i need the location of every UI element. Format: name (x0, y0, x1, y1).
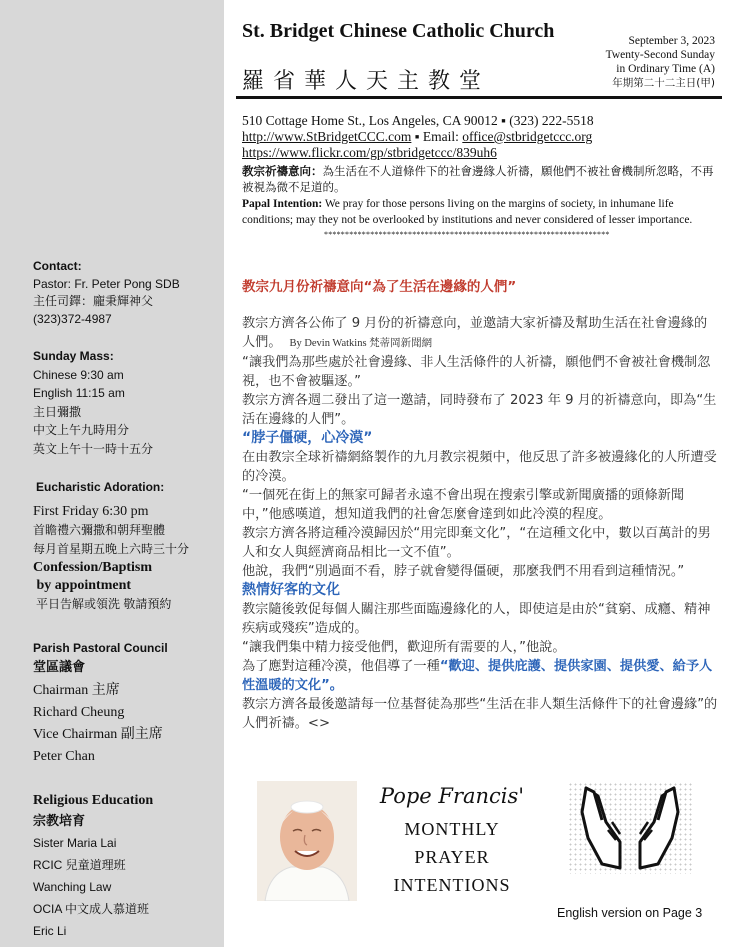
banner-line: INTENTIONS (393, 875, 511, 895)
religious-ed-member: RCIC 兒童道理班 (33, 858, 126, 872)
religious-ed-member: Sister Maria Lai (33, 836, 117, 850)
article-highlight: “歡迎、提供庇護、提供家園、提供愛、給予人性溫暖的文化”。 (242, 659, 713, 693)
contact-heading: Contact: (33, 259, 82, 273)
contact-block (242, 113, 720, 240)
article-paragraph: 教宗方濟各公佈了 9 月份的祈禱意向，並邀請大家祈禱及幫助生活在社會邊緣的人們。 By Devin Watkins 梵蒂岡新聞網 (242, 316, 708, 350)
pastor-zh-line: 主任司鐸：龐秉輝神父 (33, 294, 154, 308)
banner-text (362, 781, 542, 899)
article-paragraph: 為了應對這種冷漠，他倡導了一種“歡迎、提供庇護、提供家園、提供愛、給予人性溫暖的文化”。 (242, 659, 713, 693)
article-paragraph: 教宗隨後敦促每個人關注那些面臨邊緣化的人，即使這是由於“貧窮、成癮、精神疾病或殘疾”造成的。 (242, 602, 711, 636)
council-zh-heading: 堂區議會 (33, 659, 86, 674)
star-divider: ******************************************************************** (324, 230, 610, 239)
article-paragraph: “一個死在街上的無家可歸者永遠不會出現在搜索引擎或新聞廣播的頭條新聞中，”他感嘆道，想知道我們的社會怎麼會達到如此冷漠的程度。 (242, 488, 685, 522)
mass-time-line: English 11:15 am (33, 386, 125, 400)
praying-hands-icon (568, 782, 692, 874)
confession-line: Confession/Baptism (33, 560, 153, 575)
council-member: Vice Chairman 副主席 (33, 727, 163, 742)
header-divider (236, 96, 722, 99)
church-title: St. Bridget Chinese Catholic Church (242, 20, 555, 42)
adoration-zh-line: 首瞻禮六彌撒和朝拜聖體 (33, 523, 166, 537)
article-paragraph: “讓我們為那些處於社會邊緣、非人生活條件的人祈禱，願他們不會被社會機制忽視，也不會被驅逐。” (242, 355, 711, 389)
intention-en (242, 196, 720, 228)
religious-ed-heading: Religious Education (33, 793, 154, 808)
council-member: Richard Cheung (33, 705, 125, 720)
article-paragraph: “讓我們集中精力接受他們，歡迎所有需要的人，”他說。 (242, 640, 566, 655)
article-subheading: 熱情好客的文化 (242, 582, 340, 598)
intention-zh-label: 教宗祈禱意向： (242, 164, 323, 178)
first-friday-line: First Friday 6:30 pm (33, 504, 149, 519)
adoration-section (33, 478, 223, 614)
banner-line: MONTHLY (404, 819, 500, 839)
pope-portrait-icon (257, 781, 357, 901)
article-paragraph: 教宗方濟各最後邀請每一位基督徒為那些“生活在非人類生活條件下的社會邊緣”的人們祈禱。<> (242, 697, 718, 731)
religious-ed-member: Eric Li (33, 924, 67, 938)
religious-ed-zh-heading: 宗教培育 (33, 813, 86, 828)
phone-line: (323)372-4987 (33, 311, 112, 326)
address-line: 510 Cottage Home St., Los Angeles, CA 90012 ▪ (323) 222-5518 (242, 113, 594, 128)
appointment-line: by appointment (33, 578, 132, 593)
header-sunday: Twenty-Second Sunday (605, 49, 715, 61)
contact-section (33, 258, 223, 328)
mass-time-line: 主日彌撒 (33, 404, 82, 419)
adoration-heading: Eucharistic Adoration: (36, 480, 165, 494)
article-paragraph: 教宗方濟各週二發出了這一邀請，同時發布了 2023 年 9 月的祈禱意向，即為“生活在邊緣的人們”。 (242, 393, 717, 427)
article-paragraph: 他說，我們“別過面不看，脖子就會變得僵硬，那麼我們不用看到這種情況。” (242, 564, 685, 579)
intention-en-label: Papal Intention: (242, 198, 323, 210)
pastor-line: Pastor: Fr. Peter Pong SDB (33, 276, 180, 291)
intention-zh (242, 163, 720, 195)
email-label: ▪ Email: (411, 129, 463, 144)
council-member: Peter Chan (33, 749, 95, 764)
intention-en-text: We pray for those persons living on the margins of society, in inhumane life conditions; may they not be overlooked by institutions and never considered of lesser importance. (242, 198, 693, 226)
header-date: September 3, 2023 (628, 35, 715, 47)
church-title-zh: 羅 省 華 人 天 主 教 堂 (242, 69, 482, 94)
email-link[interactable]: office@stbridgetccc.org (462, 129, 593, 144)
council-heading: Parish Pastoral Council (33, 641, 168, 655)
article-paragraph: 教宗方濟各將這種冷漠歸因於“用完即棄文化”，“在這種文化中，數以百萬計的男人和女人與經濟商品相比一文不值”。 (242, 526, 711, 560)
article-title: 教宗九月份祈禱意向“為了生活在邊緣的人們” (242, 279, 517, 295)
religious-ed-member: Wanching Law (33, 880, 112, 894)
header-sunday-zh: 年期第二十二主日(甲) (612, 77, 715, 89)
mass-time-line: Chinese 9:30 am (33, 367, 124, 382)
council-member: Chairman 主席 (33, 683, 120, 698)
sunday-mass-section (33, 347, 223, 458)
adoration-zh-line: 每月首星期五晚上六時三十分 (33, 542, 190, 556)
article (242, 278, 718, 733)
sunday-mass-heading: Sunday Mass: (33, 349, 114, 363)
mass-time-line: 英文上午十一時十五分 (33, 441, 154, 456)
header-date-block (585, 34, 715, 90)
english-version-note: English version on Page 3 (557, 906, 703, 920)
pope-photo (257, 781, 357, 901)
header-season: in Ordinary Time (A) (616, 63, 715, 75)
council-section (33, 639, 223, 768)
banner-line: Pope Francis' (379, 784, 525, 808)
confession-zh-line: 平日告解或領洗 敬請預約 (36, 597, 172, 611)
intention-zh-text: 為生活在不人道條件下的社會邊緣人祈禱，願他們不被社會機制所忽略，不再被視為微不足道的。 (242, 164, 714, 194)
religious-ed-member: OCIA 中文成人慕道班 (33, 902, 150, 916)
website-link[interactable]: http://www.StBridgetCCC.com (242, 129, 412, 144)
article-paragraph: 在由教宗全球祈禱網絡製作的九月教宗視頻中，他反思了許多被邊緣化的人所遭受的冷漠。 (242, 450, 717, 484)
flickr-link[interactable]: https://www.flickr.com/gp/stbridgetccc/839uh6 (242, 145, 497, 160)
article-byline: By Devin Watkins 梵蒂岡新聞網 (281, 338, 433, 349)
article-subheading: “脖子僵硬，心冷漠” (242, 430, 373, 446)
banner-line: PRAYER (414, 847, 490, 867)
sidebar (0, 0, 224, 947)
religious-ed-section (33, 791, 223, 942)
mass-time-line: 中文上午九時用分 (33, 423, 130, 437)
